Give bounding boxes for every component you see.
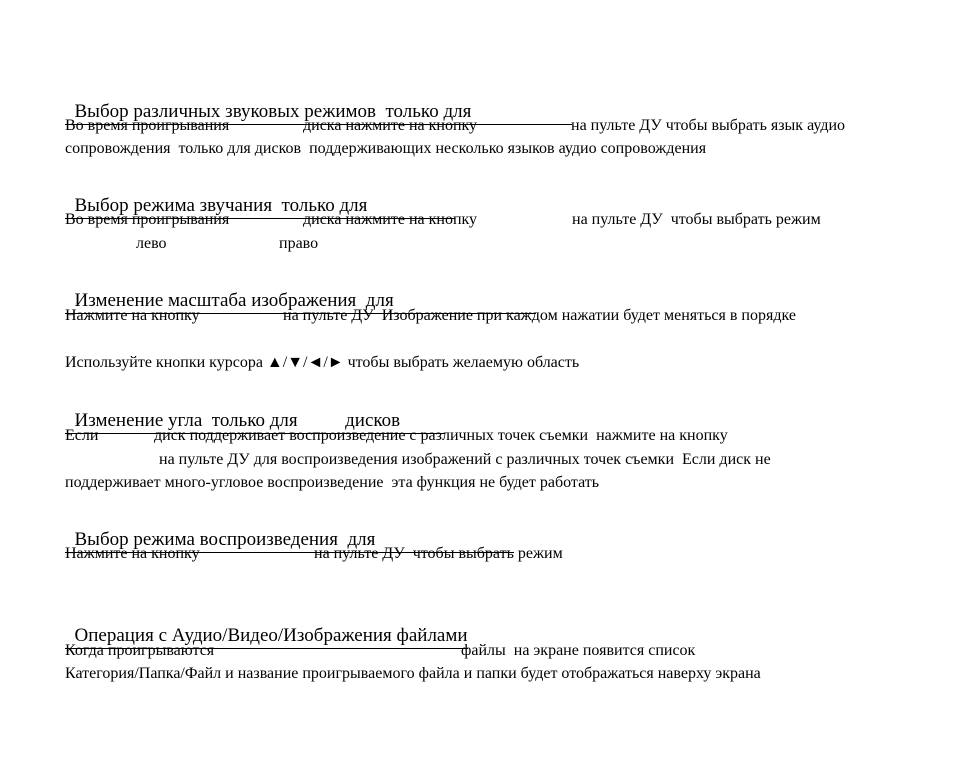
paragraph-line: сопровождения только для дисков поддерживающих несколько языков аудио сопровождения xyxy=(65,140,707,157)
text-segment: на пульте ДУ чтобы выбрать режим xyxy=(314,545,563,562)
paragraph-line xyxy=(65,234,465,254)
paragraph-line xyxy=(65,306,895,326)
paragraph-line xyxy=(65,210,895,230)
heading-text: Изменение угла только для дисков xyxy=(74,410,401,431)
heading-text: Изменение масштаба изображения для xyxy=(74,290,394,311)
paragraph-line xyxy=(65,641,895,661)
text-segment: Во время проигрывания xyxy=(65,211,230,228)
heading-text: Операция с Аудио/Видео/Изображения файлами xyxy=(74,625,468,646)
paragraph-line: на пульте ДУ для воспроизведения изображений с различных точек съемки Если диск не xyxy=(159,451,771,468)
paragraph-line xyxy=(65,116,895,136)
text-segment: диск поддерживает воспроизведение с различных точек съемки нажмите на кнопку xyxy=(154,427,728,444)
text-segment: на пульте ДУ чтобы выбрать язык аудио xyxy=(571,117,846,134)
text-segment: файлы на экране появится список xyxy=(461,642,696,659)
text-segment: лево xyxy=(136,235,167,252)
text-segment: диска нажмите на кнопку xyxy=(303,211,478,228)
text-segment: диска нажмите на кнопку xyxy=(303,117,478,134)
text-segment: на пульте ДУ чтобы выбрать режим xyxy=(572,211,821,228)
paragraph-line xyxy=(65,426,895,446)
heading-text: Выбор различных звуковых режимов только для xyxy=(74,101,472,122)
text-segment: Нажмите на кнопку xyxy=(65,307,200,324)
text-segment: Во время проигрывания xyxy=(65,117,230,134)
paragraph-line xyxy=(65,544,765,564)
paragraph-line: Используйте кнопки курсора ▲/▼/◄/► чтобы выбрать желаемую область xyxy=(65,354,580,371)
heading-text: Выбор режима воспроизведения для xyxy=(74,529,376,550)
paragraph-line: Категория/Папка/Файл и название проигрываемого файла и папки будет отображаться наверху экрана xyxy=(65,665,761,682)
heading-text: Выбор режима звучания только для xyxy=(74,195,368,216)
text-segment: Нажмите на кнопку xyxy=(65,545,200,562)
paragraph-line: поддерживает много-угловое воспроизведение эта функция не будет работать xyxy=(65,474,600,491)
text-segment: право xyxy=(279,235,319,252)
text-segment: Если xyxy=(65,427,99,444)
text-segment: Когда проигрываются xyxy=(65,642,215,659)
text-segment: на пульте ДУ Изображение при каждом нажатии будет меняться в порядке xyxy=(283,307,796,324)
